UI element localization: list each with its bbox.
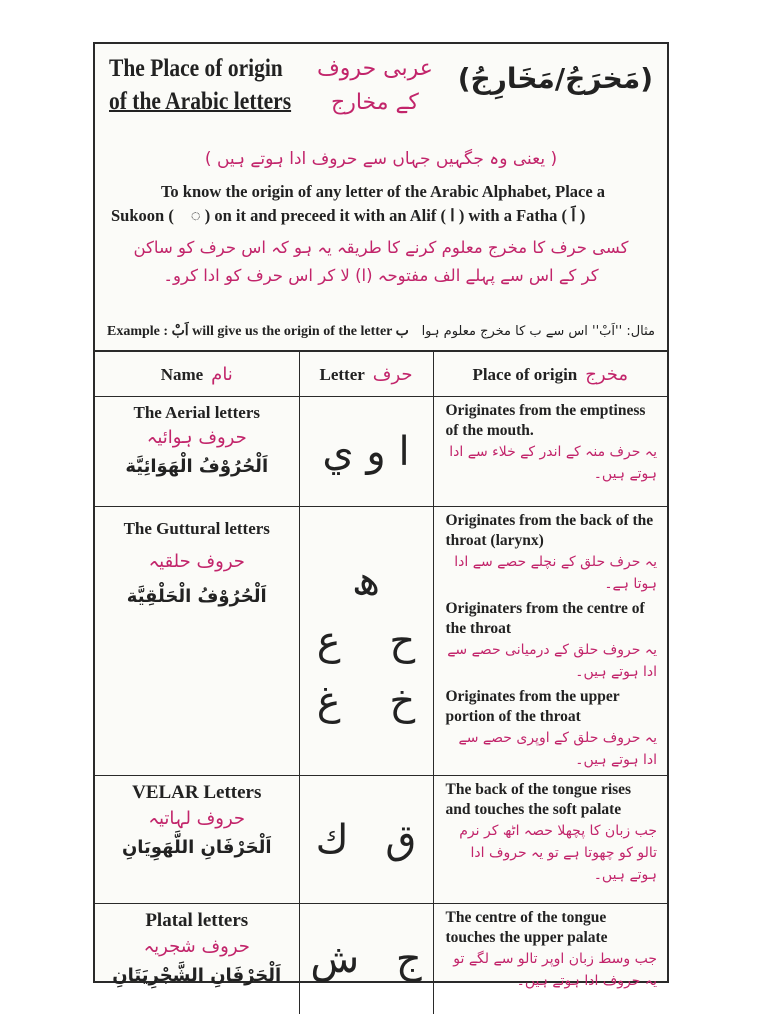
origin-table [95,350,667,1014]
makhraj-title: (مَخرَجُ/مَخَارِجُ) [457,62,653,95]
name-cell: Platal letters حروف شجریہ اَلْحَرْفَانِ الشَّجْرِيَتَانِ [95,904,299,1014]
letter-cell: ج ش [299,904,433,1014]
header-section [95,44,667,350]
table-row [95,904,667,1014]
letter-cell: ھ ح ع خ غ [299,507,433,776]
name-cell: The Aerial letters حروف ہوائیہ اَلْحُرُوْفُ الْهَوَائِيَّة [95,397,299,507]
name-cell: The Guttural letters حروف حلقیہ اَلْحُرُوْفُ الْحَلْقِيَّة [95,507,299,776]
instruction-english: To know the origin of any letter of the Arabic Alphabet, Place a Sukoon ( ◌ْ ) on it and preceed it with an Alif ( ا ) with a Fatha ( اَ ) [111,182,606,225]
table-row [95,776,667,904]
header-letter: Letter حرف [299,351,433,397]
table-row [95,507,667,776]
table-row [95,397,667,507]
example-line [107,314,655,348]
origin-cell: Originates from the emptiness of the mouth. یہ حرف منہ کے اندر کے خلاء سے ادا ہوتے ہیں۔ [433,397,667,507]
letter-cell: ا و ي [299,397,433,507]
name-cell: VELAR Letters حروف لہاتیہ اَلْحَرْفَانِ اللَّهَوِيَانِ [95,776,299,904]
letter-cell: ق ك [299,776,433,904]
document-page [93,42,669,989]
origin-cell: The centre of the tongue touches the upper palate جب وسط زبان اوپر تالو سے لگے تو یہ حروف ادا ہوتے ہیں۔ [433,904,667,1014]
page-title: The Place of origin of the Arabic letters [109,55,292,115]
header-name: Name نام [95,351,299,397]
origin-cell: Originates from the back of the throat (larynx) یہ حرف حلق کے نچلے حصے سے ادا ہوتا ہے۔ Originaters from the centre of the throat یہ حروف حلق کے درمیانی حصے سے ادا ہوتے ہیں۔ Originates from the upper portion of the throat یہ حروف حلق کے اوپری حصے سے ادا ہوتے ہیں۔ [433,507,667,776]
table-header-row [95,351,667,397]
page-title-urdu: عربی حروف کے مخارج [317,56,433,115]
header-origin: Place of origin مخرج [433,351,667,397]
example-urdu: مثال: ''اَبْ'' اس سے ب کا مخرج معلوم ہوا [421,323,655,339]
instruction-urdu: کسی حرف کا مخرج معلوم کرنے کا طریقہ یہ ہو کہ اس حرف کو ساکن کر کے اس سے پہلے الف مفتوحہ (ا) لا کر اس حرف کو ادا کرو۔ [133,238,629,285]
example-english: Example : اَبْ will give us the origin of the letter ب [107,323,409,339]
subtitle-urdu: ( یعنی وہ جگہیں جہاں سے حروف ادا ہوتے ہیں ) [204,149,558,169]
origin-cell: The back of the tongue rises and touches the soft palate جب زبان کا پچھلا حصہ اٹھ کر نرم تالو کو چھوتا ہے تو یہ حروف ادا ہوتے ہیں۔ [433,776,667,904]
